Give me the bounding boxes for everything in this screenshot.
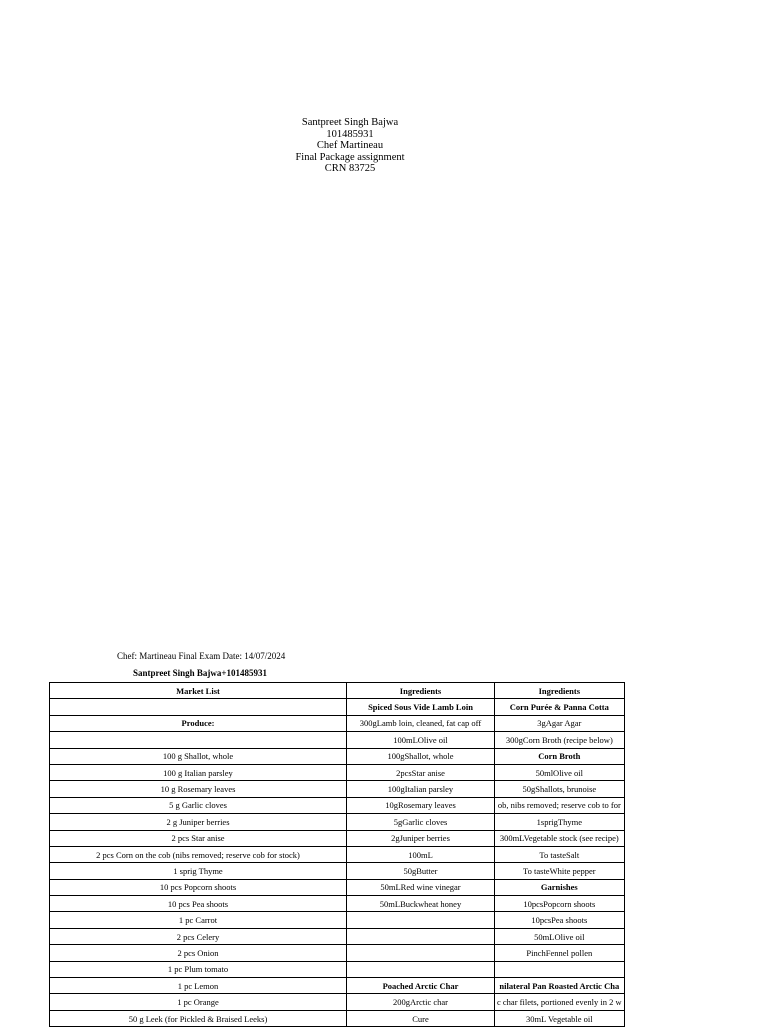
ingredients-cell-1: Spiced Sous Vide Lamb Loin bbox=[347, 699, 495, 715]
ingredients-cell-1 bbox=[347, 928, 495, 944]
ingredients-cell-1 bbox=[347, 912, 495, 928]
ingredients-cell-2: ob, nibs removed; reserve cob to for bbox=[495, 797, 625, 813]
ingredients-cell-1 bbox=[347, 945, 495, 961]
cover-crn: CRN 83725 bbox=[324, 163, 376, 174]
ingredients-cell-2: Ingredients bbox=[495, 683, 625, 699]
table-row bbox=[50, 814, 625, 830]
ingredients-cell-1: Poached Arctic Char bbox=[347, 978, 495, 994]
exam-student-line: Santpreet Singh Bajwa+101485931 bbox=[133, 668, 267, 678]
exam-date-line: Chef: Martineau Final Exam Date: 14/07/2024 bbox=[117, 651, 286, 661]
ingredients-cell-2: 10pcsPopcorn shoots bbox=[495, 896, 625, 912]
market-list-cell: Market List bbox=[50, 683, 347, 699]
market-list-cell: 10 pcs Popcorn shoots bbox=[50, 879, 347, 895]
market-list-cell bbox=[50, 699, 347, 715]
market-list-cell: 2 g Juniper berries bbox=[50, 814, 347, 830]
ingredients-cell-2: 50gShallots, brunoise bbox=[495, 781, 625, 797]
ingredients-cell-1: 100gShallot, whole bbox=[347, 748, 495, 764]
table-row bbox=[50, 797, 625, 813]
ingredients-cell-2 bbox=[495, 961, 625, 977]
ingredients-cell-2: PinchFennel pollen bbox=[495, 945, 625, 961]
table-row bbox=[50, 699, 625, 715]
table-row bbox=[50, 912, 625, 928]
ingredients-cell-2: Corn Purée & Panna Cotta bbox=[495, 699, 625, 715]
ingredients-cell-2: 50mLOlive oil bbox=[495, 928, 625, 944]
table-row bbox=[50, 928, 625, 944]
market-list-cell: Produce: bbox=[50, 715, 347, 731]
ingredients-cell-2: 300gCorn Broth (recipe below) bbox=[495, 732, 625, 748]
table-row bbox=[50, 978, 625, 994]
table-row bbox=[50, 764, 625, 780]
table-row bbox=[50, 879, 625, 895]
market-list-cell: 2 pcs Star anise bbox=[50, 830, 347, 846]
market-list-cell: 10 g Rosemary leaves bbox=[50, 781, 347, 797]
ingredients-cell-1: 2pcsStar anise bbox=[347, 764, 495, 780]
ingredients-cell-2: 3gAgar Agar bbox=[495, 715, 625, 731]
ingredients-cell-1: 50mLRed wine vinegar bbox=[347, 879, 495, 895]
ingredients-cell-2: 50mlOlive oil bbox=[495, 764, 625, 780]
table-row bbox=[50, 732, 625, 748]
table-row bbox=[50, 830, 625, 846]
table-row bbox=[50, 1010, 625, 1026]
ingredients-cell-2: 1sprigThyme bbox=[495, 814, 625, 830]
market-list-cell: 1 pc Lemon bbox=[50, 978, 347, 994]
ingredients-cell-1: 2gJuniper berries bbox=[347, 830, 495, 846]
ingredients-cell-1: 300gLamb loin, cleaned, fat cap off bbox=[347, 715, 495, 731]
ingredients-cell-2: Corn Broth bbox=[495, 748, 625, 764]
table-row bbox=[50, 715, 625, 731]
table-row bbox=[50, 863, 625, 879]
table-row bbox=[50, 896, 625, 912]
ingredients-cell-2: c char filets, portioned evenly in 2 w bbox=[495, 994, 625, 1010]
market-list-cell bbox=[50, 732, 347, 748]
ingredients-cell-2: 10pcsPea shoots bbox=[495, 912, 625, 928]
market-list-cell: 100 g Italian parsley bbox=[50, 764, 347, 780]
table-row bbox=[50, 994, 625, 1010]
cover-student-id: 101485931 bbox=[326, 128, 374, 140]
ingredients-cell-1 bbox=[347, 961, 495, 977]
ingredients-cell-2: To tasteWhite pepper bbox=[495, 863, 625, 879]
ingredients-cell-1: 100gItalian parsley bbox=[347, 781, 495, 797]
market-list-cell: 1 pc Orange bbox=[50, 994, 347, 1010]
cover-assignment: Final Package assignment bbox=[295, 151, 405, 163]
ingredients-cell-1: 10gRosemary leaves bbox=[347, 797, 495, 813]
ingredients-cell-2: Garnishes bbox=[495, 879, 625, 895]
market-list-cell: 100 g Shallot, whole bbox=[50, 748, 347, 764]
market-list-cell: 2 pcs Corn on the cob (nibs removed; reserve cob for stock) bbox=[50, 846, 347, 862]
ingredients-cell-2: 30mL Vegetable oil bbox=[495, 1010, 625, 1026]
ingredients-cell-1: 5gGarlic cloves bbox=[347, 814, 495, 830]
table-row bbox=[50, 748, 625, 764]
cover-instructor: Chef Martineau bbox=[316, 140, 384, 151]
ingredients-cell-1: Ingredients bbox=[347, 683, 495, 699]
market-list-cell: 5 g Garlic cloves bbox=[50, 797, 347, 813]
table-row bbox=[50, 846, 625, 862]
market-list-cell: 10 pcs Pea shoots bbox=[50, 896, 347, 912]
ingredients-cell-1: 100mL bbox=[347, 846, 495, 862]
ingredients-cell-2: To tasteSalt bbox=[495, 846, 625, 862]
ingredients-cell-2: nilateral Pan Roasted Arctic Cha bbox=[495, 978, 625, 994]
market-list-cell: 1 pc Plum tomato bbox=[50, 961, 347, 977]
market-list-cell: 50 g Leek (for Pickled & Braised Leeks) bbox=[50, 1010, 347, 1026]
market-list-cell: 2 pcs Celery bbox=[50, 928, 347, 944]
market-list-cell: 1 sprig Thyme bbox=[50, 863, 347, 879]
ingredients-cell-1: 100mLOlive oil bbox=[347, 732, 495, 748]
table-row bbox=[50, 683, 625, 699]
market-list-cell: 1 pc Carrot bbox=[50, 912, 347, 928]
market-list-cell: 2 pcs Onion bbox=[50, 945, 347, 961]
table-row bbox=[50, 781, 625, 797]
cover-name: Santpreet Singh Bajwa bbox=[301, 117, 399, 128]
table-row bbox=[50, 961, 625, 977]
ingredients-cell-1: 50mLBuckwheat honey bbox=[347, 896, 495, 912]
table-row bbox=[50, 945, 625, 961]
ingredients-cell-1: 200gArctic char bbox=[347, 994, 495, 1010]
ingredients-cell-2: 300mLVegetable stock (see recipe) bbox=[495, 830, 625, 846]
cover-block bbox=[250, 117, 450, 175]
market-list-table bbox=[49, 682, 625, 1027]
ingredients-cell-1: 50gButter bbox=[347, 863, 495, 879]
ingredients-cell-1: Cure bbox=[347, 1010, 495, 1026]
